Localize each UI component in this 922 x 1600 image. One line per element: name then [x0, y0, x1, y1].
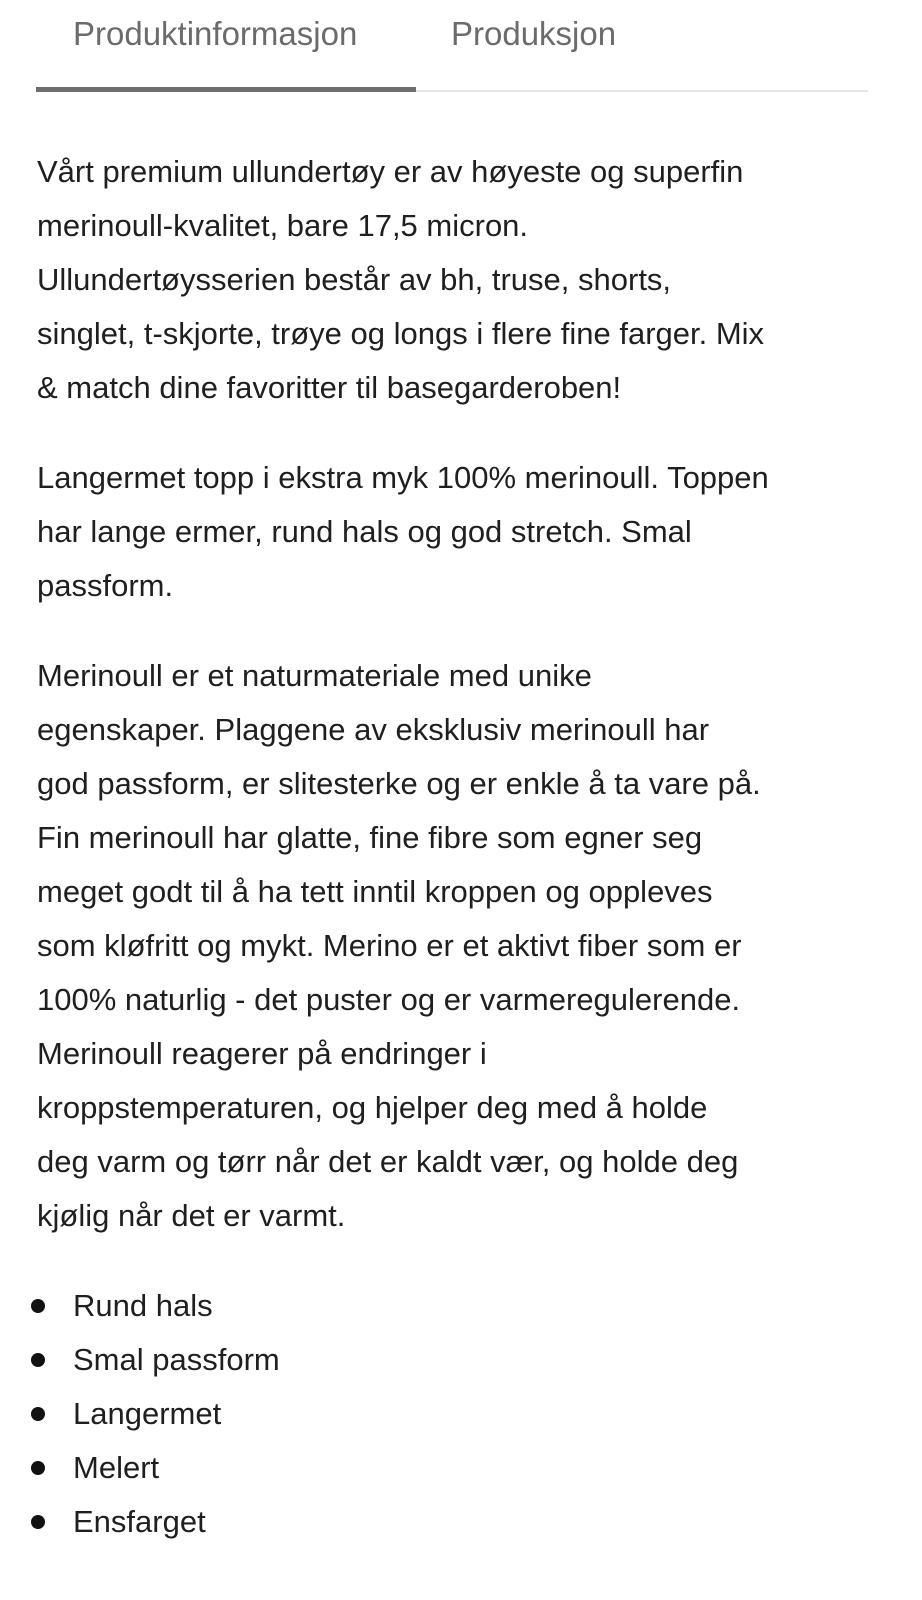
feature-label: Smal passform [73, 1342, 280, 1377]
product-tabs [36, 0, 868, 92]
bullet-dot-icon [31, 1461, 45, 1475]
tab-produktinformasjon[interactable]: Produktinformasjon [73, 15, 358, 52]
active-tab-indicator [36, 87, 416, 92]
description-paragraph-material: Merinoull er et naturmateriale med unike egenskaper. Plaggene av eksklusiv merinoull har god passform, er slitesterke og er enkle å ta vare på. Fin merinoull har glatte, fine fibre som egner seg meget godt til å ha tett inntil kroppen og oppleves som kløfritt og mykt. Merino er et aktivt fiber som er 100% naturlig - det puster og er varmeregulerende. Merinoull reagerer på endringer i kroppstemperaturen, og hjelper deg med å holde deg varm og tørr når det er kaldt vær, og holde deg kjølig når det er varmt. [37, 658, 761, 1233]
feature-item [37, 1333, 877, 1387]
bullet-dot-icon [31, 1515, 45, 1529]
feature-label: Rund hals [73, 1288, 213, 1323]
bullet-dot-icon [31, 1299, 45, 1313]
feature-item [37, 1279, 877, 1333]
product-description [37, 145, 877, 1549]
feature-label: Melert [73, 1450, 160, 1485]
feature-label: Ensfarget [73, 1504, 206, 1539]
feature-item [37, 1495, 877, 1549]
feature-label: Langermet [73, 1396, 222, 1431]
feature-item [37, 1441, 877, 1495]
feature-list [37, 1279, 877, 1549]
tab-produksjon[interactable]: Produksjon [451, 15, 617, 52]
bullet-dot-icon [31, 1407, 45, 1421]
description-paragraph-intro: Vårt premium ullundertøy er av høyeste og superfin merinoull-kvalitet, bare 17,5 micron. Ullundertøysserien består av bh, truse, shorts, singlet, t-skjorte, trøye og longs i flere fine farger. Mix & match dine favoritter til basegarderoben! [37, 154, 765, 405]
description-paragraph-product: Langermet topp i ekstra myk 100% merinoull. Toppen har lange ermer, rund hals og god stretch. Smal passform. [37, 460, 769, 603]
feature-item [37, 1387, 877, 1441]
bullet-dot-icon [31, 1353, 45, 1367]
